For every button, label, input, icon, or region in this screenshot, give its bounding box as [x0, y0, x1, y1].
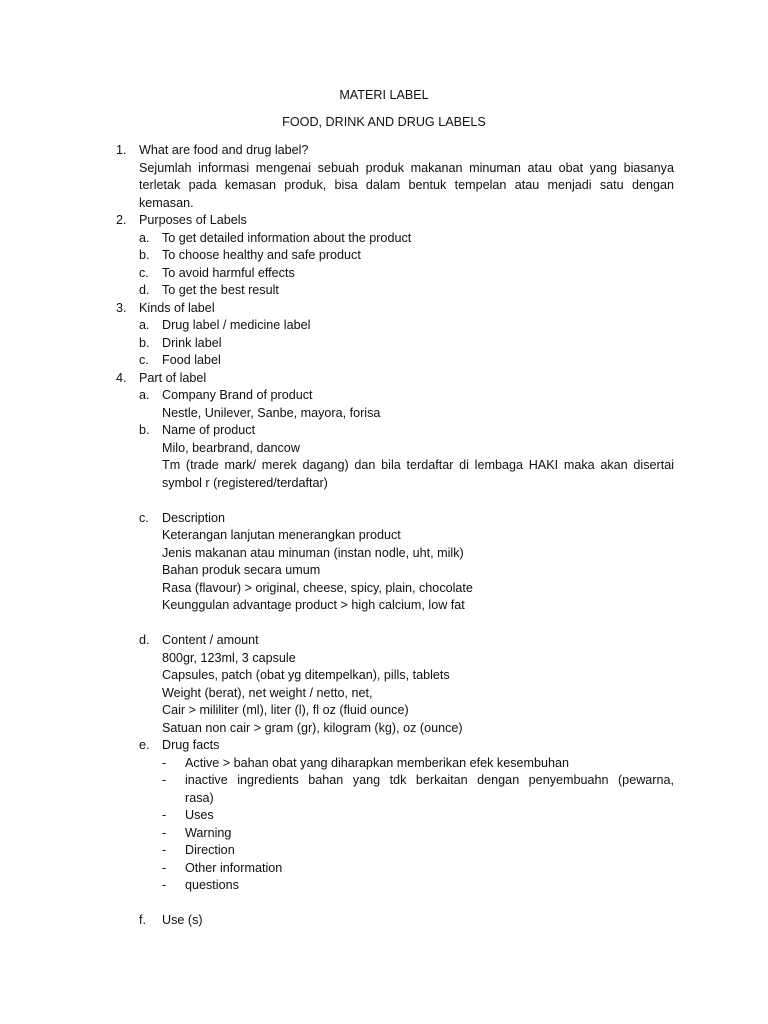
blank-line [0, 615, 768, 633]
paragraph-text: Weight (berat), net weight / netto, net, [162, 685, 373, 700]
paragraph-text: Keterangan lanjutan menerangkan product [162, 528, 401, 542]
bullet-text: Warning [185, 825, 232, 840]
list-marker: c. [139, 510, 149, 525]
blank-line [0, 492, 768, 510]
list-item-text: Drink label [162, 335, 222, 350]
list-marker: a. [139, 388, 150, 402]
list-item [0, 265, 768, 283]
list-marker: e. [139, 738, 150, 752]
paragraph-line [0, 650, 768, 668]
paragraph-line [0, 562, 768, 580]
paragraph-text: 800gr, 123ml, 3 capsule [162, 650, 296, 665]
subsection-heading: Description [162, 510, 225, 525]
document-subtitle: FOOD, DRINK AND DRUG LABELS [282, 115, 486, 129]
paragraph-line [0, 597, 768, 615]
list-marker: c. [139, 265, 149, 280]
bullet-text: Direction [185, 843, 235, 857]
bullet-text: Active > bahan obat yang diharapkan memberikan efek kesembuhan [185, 755, 570, 770]
list-item [0, 335, 768, 353]
paragraph-text: terletak pada kemasan produk, bisa dalam bentuk tempelan atau menjadi satu dengan [139, 178, 674, 192]
paragraph-text: Keunggulan advantage product > high calcium, low fat [162, 598, 465, 612]
subsection-heading-line [0, 422, 768, 440]
section-heading: What are food and drug label? [139, 143, 309, 157]
list-item [0, 230, 768, 248]
bullet-item [0, 772, 768, 790]
paragraph-line [0, 405, 768, 423]
list-marker: a. [139, 318, 150, 332]
paragraph-text: symbol r (registered/terdaftar) [162, 475, 328, 490]
subsection-heading: Content / amount [162, 633, 259, 647]
paragraph-text: Jenis makanan atau minuman (instan nodle, uht, milk) [162, 545, 464, 560]
bullet-marker: - [162, 843, 167, 857]
section-2-heading-line [0, 212, 768, 230]
list-marker: c. [139, 353, 149, 367]
list-marker: d. [139, 283, 150, 297]
section-4-heading-line [0, 370, 768, 388]
bullet-item [0, 860, 768, 878]
section-heading: Purposes of Labels [139, 213, 247, 227]
paragraph-line [0, 440, 768, 458]
list-marker: f. [139, 913, 146, 927]
bullet-item [0, 755, 768, 773]
list-item-text: To get detailed information about the product [162, 230, 412, 245]
list-item-text: To choose healthy and safe product [162, 248, 361, 262]
bullet-item [0, 825, 768, 843]
subsection-heading-line [0, 912, 768, 930]
paragraph-line [0, 685, 768, 703]
list-marker: 3. [116, 300, 127, 315]
subsection-heading-line [0, 510, 768, 528]
paragraph-line [0, 160, 768, 178]
blank-line [0, 895, 768, 913]
list-item [0, 247, 768, 265]
paragraph-line [0, 527, 768, 545]
paragraph-text: Cair > mililiter (ml), liter (l), fl oz (fluid ounce) [162, 703, 409, 717]
paragraph-line [0, 545, 768, 563]
paragraph-line [0, 667, 768, 685]
list-item [0, 282, 768, 300]
subsection-heading: Name of product [162, 423, 256, 437]
subsection-heading: Company Brand of product [162, 388, 313, 402]
paragraph-text: Rasa (flavour) > original, cheese, spicy, plain, chocolate [162, 580, 473, 595]
section-3-heading-line [0, 300, 768, 318]
paragraph-text: Capsules, patch (obat yg ditempelkan), pills, tablets [162, 668, 450, 682]
section-heading: Kinds of label [139, 300, 215, 315]
bullet-marker: - [162, 755, 167, 770]
paragraph-line [0, 475, 768, 493]
paragraph-line [0, 580, 768, 598]
list-item-text: Drug label / medicine label [162, 318, 311, 332]
paragraph-text: Satuan non cair > gram (gr), kilogram (kg), oz (ounce) [162, 720, 463, 735]
list-item-text: Food label [162, 353, 221, 367]
bullet-marker: - [162, 808, 167, 822]
bullet-text: questions [185, 878, 239, 892]
paragraph-line [0, 457, 768, 475]
list-item-text: To get the best result [162, 283, 279, 297]
bullet-text: rasa) [185, 790, 214, 805]
document-body [0, 142, 768, 930]
section-1-heading-line [0, 142, 768, 160]
paragraph-text: Sejumlah informasi mengenai sebuah produk makanan minuman atau obat yang biasanya [139, 160, 674, 175]
bullet-marker: - [162, 860, 167, 875]
bullet-item [0, 877, 768, 895]
bullet-marker: - [162, 878, 167, 892]
bullet-continuation [0, 790, 768, 808]
paragraph-text: Milo, bearbrand, dancow [162, 440, 300, 455]
subsection-heading-line [0, 632, 768, 650]
list-marker: b. [139, 423, 150, 437]
section-heading: Part of label [139, 370, 207, 385]
bullet-item [0, 842, 768, 860]
bullet-text: Other information [185, 860, 283, 875]
paragraph-text: kemasan. [139, 195, 194, 210]
list-marker: 1. [116, 143, 127, 157]
list-marker: b. [139, 248, 150, 262]
list-item-text: To avoid harmful effects [162, 265, 295, 280]
paragraph-line [0, 720, 768, 738]
bullet-marker: - [162, 773, 167, 787]
list-marker: a. [139, 230, 150, 245]
paragraph-line [0, 195, 768, 213]
subsection-heading: Drug facts [162, 738, 220, 752]
list-marker: 2. [116, 213, 127, 227]
paragraph-line [0, 177, 768, 195]
document-title: MATERI LABEL [339, 88, 429, 102]
list-item [0, 352, 768, 370]
bullet-text: Uses [185, 808, 214, 822]
bullet-marker: - [162, 825, 167, 840]
subsection-heading-line [0, 387, 768, 405]
paragraph-line [0, 702, 768, 720]
subsection-heading: Use (s) [162, 913, 203, 927]
bullet-text: inactive ingredients bahan yang tdk berkaitan dengan penyembuahn (pewarna, [185, 773, 674, 787]
paragraph-text: Tm (trade mark/ merek dagang) dan bila terdaftar di lembaga HAKI maka akan disertai [162, 458, 674, 472]
bullet-item [0, 807, 768, 825]
paragraph-text: Nestle, Unilever, Sanbe, mayora, forisa [162, 405, 381, 420]
list-item [0, 317, 768, 335]
list-marker: b. [139, 335, 150, 350]
list-marker: 4. [116, 370, 127, 385]
subsection-heading-line [0, 737, 768, 755]
paragraph-text: Bahan produk secara umum [162, 563, 321, 577]
list-marker: d. [139, 633, 150, 647]
